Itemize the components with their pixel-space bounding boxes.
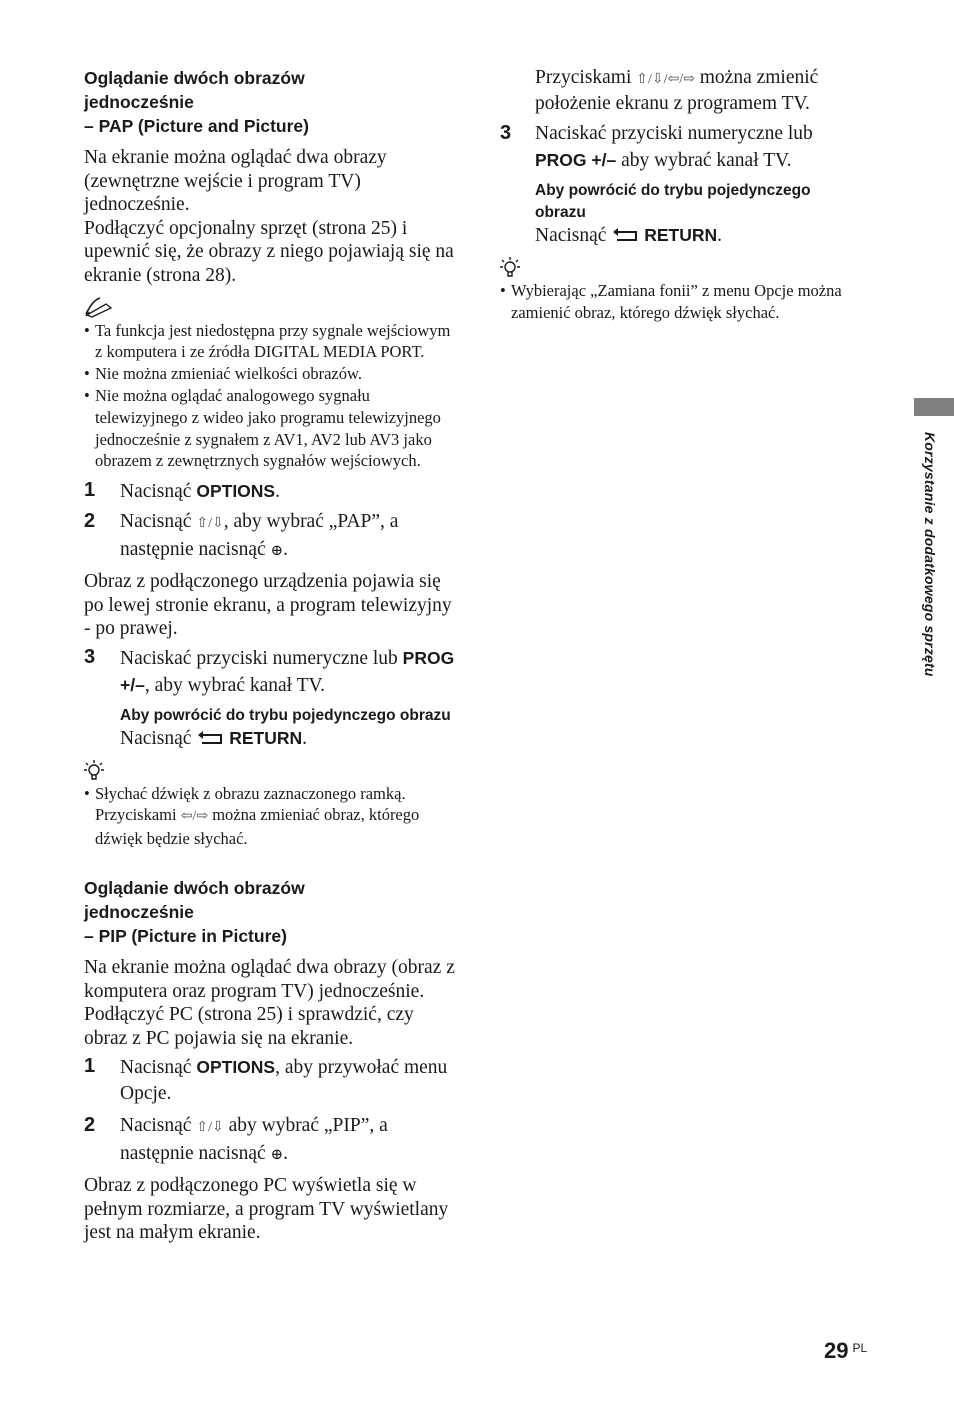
pap-intro: Na ekranie można oglądać dwa obrazy (zewnętrzne wejście i program TV) jednocześnie. xyxy=(84,147,387,216)
pap-step-3: 3 Naciskać przyciski numeryczne lub PROG +/–, aby wybrać kanał TV. xyxy=(84,645,456,699)
step-number: 2 xyxy=(84,510,96,533)
pap-step-2-detail: Obraz z podłączonego urządzenia pojawia się po lewej stronie ekranu, a program telewizyjny - po prawej. xyxy=(84,571,452,640)
list-item: • Wybierając „Zamiana fonii” z menu Opcje można zamienić obraz, którego dźwięk słychać. xyxy=(500,280,860,324)
pip-intro: Na ekranie można oglądać dwa obrazy (obraz z komputera oraz program TV) jednocześnie. xyxy=(84,956,455,1002)
list-item: • Nie można oglądać analogowego sygnału telewizyjnego z wideo jako programu telewizyjnego jednocześnie z sygnałem z AV1, AV2 lub AV3 jako obrazem z zewnętrznych sygnałów wejściowych. xyxy=(84,385,456,472)
left-right-arrow-icon: ⇦/⇨ xyxy=(180,809,209,825)
step-number: 3 xyxy=(84,645,96,668)
section-tab-marker xyxy=(914,398,954,416)
return-key: RETURN xyxy=(644,225,718,246)
step-number: 2 xyxy=(84,1114,96,1137)
section-title-pip: Oglądanie dwóch obrazów jednocześnie – PIP (Picture in Picture) xyxy=(84,877,305,946)
step-number: 1 xyxy=(84,479,96,502)
list-item: • Nie można zmieniać wielkości obrazów. xyxy=(84,363,456,385)
prog-key: PROG +/– xyxy=(535,150,617,171)
pip-position-text: Przyciskami ⇧/⇩/⇦/⇨ można zmienić położenie ekranu z programem TV. xyxy=(535,67,819,114)
pap-tips-list xyxy=(84,783,456,850)
pencil-note-icon xyxy=(84,296,456,320)
list-item: • Ta funkcja jest niedostępna przy sygnale wejściowym z komputera i ze źródła DIGITAL MEDIA PORT. xyxy=(84,320,456,364)
enter-button-icon: ⊕ xyxy=(270,1147,284,1164)
section-title-pap: Oglądanie dwóch obrazów jednocześnie – PAP (Picture and Picture) xyxy=(84,68,309,136)
section-tab-label: Korzystanie z dodatkowego sprzętu xyxy=(922,432,938,677)
return-icon xyxy=(196,728,224,742)
pap-return-block: Aby powrócić do trybu pojedynczego obrazu Nacisnąć RETURN. xyxy=(120,705,456,751)
return-heading: Aby powrócić do trybu pojedynczego obrazu xyxy=(120,706,451,724)
pap-intro-2: Podłączyć opcjonalny sprzęt (strona 25) i upewnić się, że obrazy z niego pojawiają się na ekranie (strona 28). xyxy=(84,217,454,286)
right-column xyxy=(500,66,860,323)
pap-notes-list xyxy=(84,320,456,473)
four-way-arrow-icon: ⇧/⇩/⇦/⇨ xyxy=(636,72,695,87)
page-number: 29 $^{PL}$ xyxy=(824,1338,868,1363)
pip-step-3: 3 Naciskać przyciski numeryczne lub PROG +/– aby wybrać kanał TV. xyxy=(500,121,860,174)
step-number: 1 xyxy=(84,1055,96,1078)
pip-return-block: Aby powrócić do trybu pojedynczego obrazu Nacisnąć RETURN. xyxy=(535,180,860,248)
pip-step-1: 1 Nacisnąć OPTIONS, aby przywołać menu Opcje. xyxy=(84,1054,456,1107)
prog-key: PROG +/– xyxy=(120,647,455,695)
list-item: • Słychać dźwięk z obrazu zaznaczonego ramką. Przyciskami ⇦/⇨ można zmieniać obraz, którego dźwięk będzie słychać. xyxy=(84,783,456,850)
return-icon xyxy=(611,225,639,239)
lightbulb-tip-icon xyxy=(84,759,456,783)
enter-button-icon: ⊕ xyxy=(270,543,284,560)
pip-step-2: 2 Nacisnąć ⇧/⇩ aby wybrać „PIP”, a następnie nacisnąć ⊕. xyxy=(84,1113,456,1168)
pip-tips-list xyxy=(500,280,860,324)
options-key: OPTIONS xyxy=(196,1057,276,1078)
pap-step-2: 2 Nacisnąć ⇧/⇩, aby wybrać „PAP”, a następnie nacisnąć ⊕. xyxy=(84,509,456,564)
options-key: OPTIONS xyxy=(196,481,276,502)
return-heading: Aby powrócić do trybu pojedynczego obrazu xyxy=(535,182,811,222)
up-down-arrow-icon: ⇧/⇩ xyxy=(196,516,224,532)
pap-step-1: 1 Nacisnąć OPTIONS. xyxy=(84,478,456,505)
lightbulb-tip-icon xyxy=(500,256,860,280)
left-column xyxy=(84,66,456,1245)
up-down-arrow-icon: ⇧/⇩ xyxy=(196,1120,224,1136)
pip-intro-2: Podłączyć PC (strona 25) i sprawdzić, czy obraz z PC pojawia się na ekranie. xyxy=(84,1004,414,1049)
step-number: 3 xyxy=(500,122,512,145)
pip-step-2-detail: Obraz z podłączonego PC wyświetla się w pełnym rozmiarze, a program TV wyświetlany jest na małym ekranie. xyxy=(84,1175,449,1244)
return-key: RETURN xyxy=(229,727,303,748)
